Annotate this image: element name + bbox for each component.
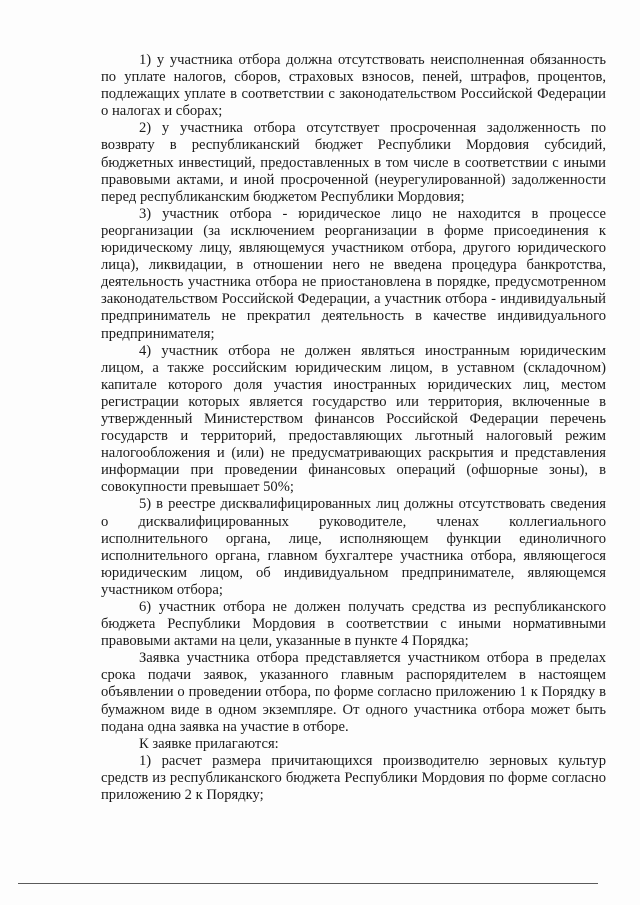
- paragraph-requirement-5: 5) в реестре дисквалифицированных лиц должны отсутствовать сведения о дисквалифицированных руководителе, членах коллегиального исполнительного органа, лице, исполняющем функции единоличного исполнительного органа, главном бухгалтере участника отбора, являющегося юридическим лицом, об индивидуальном предпринимателе, являющемся участником отбора;: [101, 496, 606, 598]
- paragraph-requirement-2: 2) у участника отбора отсутствует просроченная задолженность по возврату в республиканский бюджет Республики Мордовия субсидий, бюджетных инвестиций, предоставленных в том числе в соответствии с иными правовыми актами, и иной просроченной (неурегулированной) задолженности перед республиканским бюджетом Республики Мордовия;: [101, 120, 606, 205]
- paragraph-application-submission: Заявка участника отбора представляется участником отбора в пределах срока подачи заявок, указанного главным распорядителем в настоящем объявлении о проведении отбора, по форме согласно приложению 1 к Порядку в бумажном виде в одном экземпляре. От одного участника отбора может быть подана одна заявка на участие в отборе.: [101, 650, 606, 735]
- paragraph-requirement-6: 6) участник отбора не должен получать средства из республиканского бюджета Республики Мордовия в соответствии с иными нормативными правовыми актами на цели, указанные в пункте 4 Порядка;: [101, 599, 606, 650]
- paragraph-attachments-heading: К заявке прилагаются:: [139, 735, 279, 752]
- paragraph-requirement-4: 4) участник отбора не должен являться иностранным юридическим лицом, а также российским юридическим лицом, в уставном (складочном) капитале которого доля участия иностранных юридических лиц, местом регистрации которых является государство или территория, включенные в утвержденный Министерством финансов Российской Федерации перечень государств и территорий, предоставляющих льготный налоговый режим налогообложения и (или) не предусматривающих раскрытия и представления информации при проведении финансовых операций (офшорные зоны), в совокупности превышает 50%;: [101, 342, 606, 496]
- document-body: [101, 52, 606, 804]
- page-bottom-rule: [18, 883, 598, 884]
- paragraph-attachment-1: 1) расчет размера причитающихся производителю зерновых культур средств из республиканского бюджета Республики Мордовия по форме согласно приложению 2 к Порядку;: [101, 752, 606, 804]
- paragraph-requirement-1: 1) у участника отбора должна отсутствовать неисполненная обязанность по уплате налогов, сборов, страховых взносов, пеней, штрафов, процентов, подлежащих уплате в соответствии с законодательством Российской Федерации о налогах и сборах;: [101, 52, 606, 120]
- paragraph-requirement-3: 3) участник отбора - юридическое лицо не находится в процессе реорганизации (за исключением реорганизации в форме присоединения к юридическому лицу, являющемуся участником отбора, другого юридического лица), ликвидации, в отношении него не введена процедура банкротства, деятельность участника отбора не приостановлена в порядке, предусмотренном законодательством Российской Федерации, а участник отбора - индивидуальный предприниматель не прекратил деятельность в качестве индивидуального предпринимателя;: [101, 205, 606, 342]
